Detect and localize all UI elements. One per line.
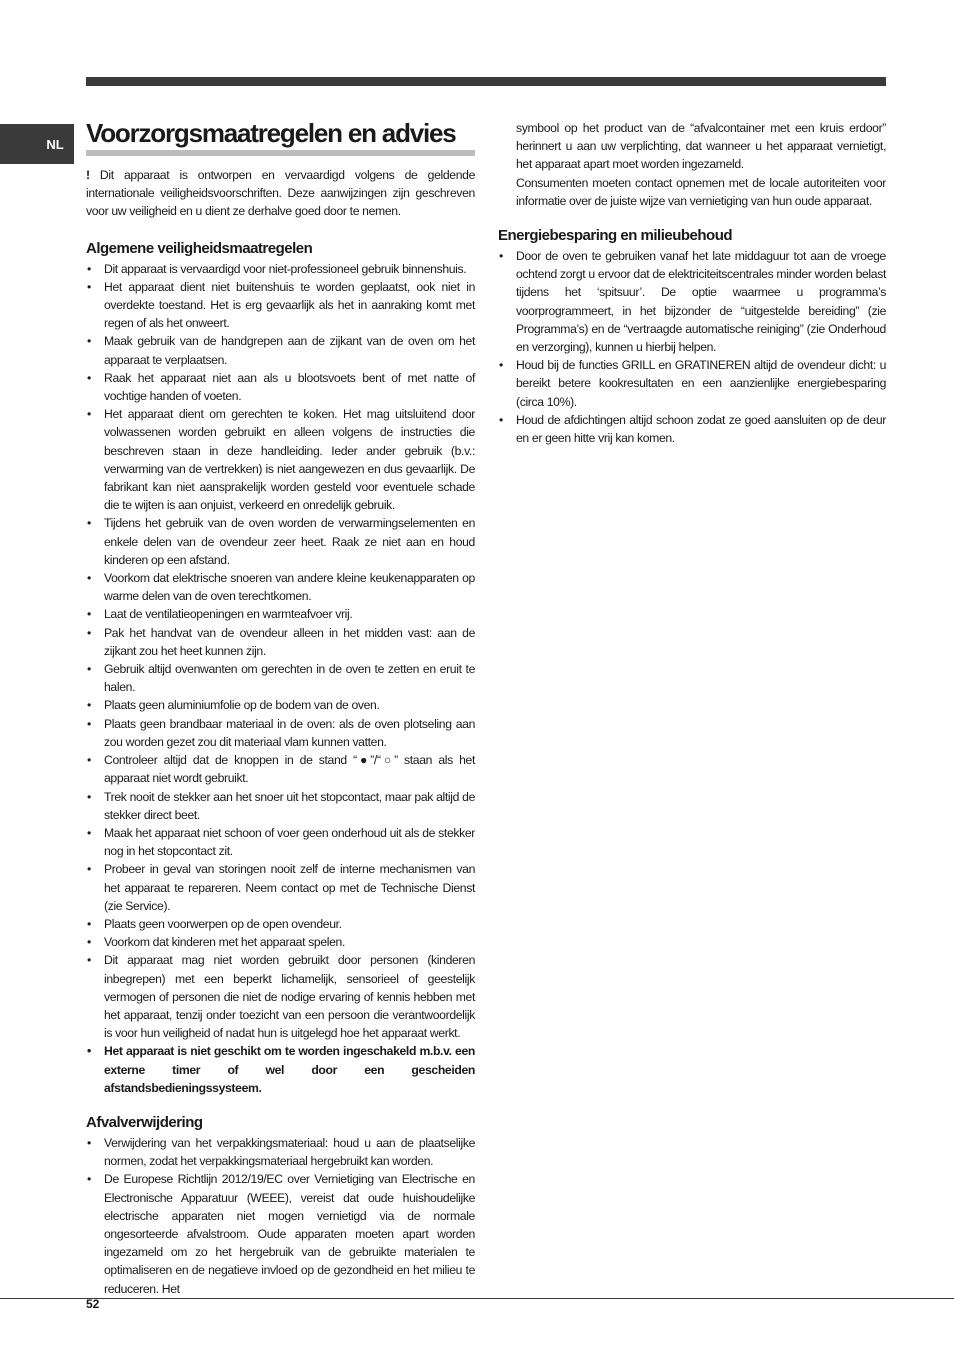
- safety-heading: Algemene veiligheidsmaatregelen: [86, 239, 313, 257]
- list-item-bold: • Het apparaat is niet geschikt om te worden ingeschakeld m.b.v. een externe timer of wel door een gescheiden afstandsbedieningssysteem.: [86, 1042, 475, 1097]
- list-item: • Controleer altijd dat de knoppen in de stand “●”/“○” staan als het apparaat niet wordt gebruikt.: [86, 751, 475, 787]
- list-item: • Tijdens het gebruik van de oven worden de verwarmingselementen en enkele delen van de ovendeur zeer heet. Raak ze niet aan en houd kinderen op een afstand.: [86, 514, 475, 569]
- list-item: • Dit apparaat is vervaardigd voor niet-professioneel gebruik binnenshuis.: [86, 260, 475, 278]
- left-column: [86, 166, 475, 1314]
- page-title: Voorzorgsmaatregelen en advies: [86, 116, 475, 156]
- list-item: • Voorkom dat elektrische snoeren van andere kleine keukenapparaten op warme delen van de oven terechtkomen.: [86, 569, 475, 605]
- header-bar: [86, 77, 886, 86]
- list-item: • Houd de afdichtingen altijd schoon zodat ze goed aansluiten op de deur en er geen hitte vrij kan komen.: [498, 411, 886, 447]
- disposal-heading: Afvalverwijdering: [86, 1113, 203, 1131]
- list-item: • Door de oven te gebruiken vanaf het late middaguur tot aan de vroege ochtend zorgt u ervoor dat de elektriciteitscentrales minder worden belast tijdens het ‘spitsuur’. De optie waarmee u programma’s voorprogrammeert, in het bijzonder de “uitgestelde bereiding” (zie Programma’s) en de “vertraagde automatische reiniging” (zie Onderhoud en verzorging), kunnen u hierbij helpen.: [498, 247, 886, 356]
- list-item: • Voorkom dat kinderen met het apparaat spelen.: [86, 933, 475, 951]
- continuation-text-2: Consumenten moeten contact opnemen met de locale autoriteiten voor informatie over de juiste wijze van vernietiging van hun oude apparaat.: [516, 175, 886, 208]
- list-item: • Dit apparaat mag niet worden gebruikt door personen (kinderen inbegrepen) met een beperkt lichamelijk, sensorieel of geestelijk vermogen of personen die niet de nodige ervaring of kennis hebben met het apparaat, tenzij onder toezicht van een persoon die verantwoordelijk is voor hun veiligheid of nadat hun is uitgelegd hoe het apparaat werkt.: [86, 951, 475, 1042]
- list-item: • Gebruik altijd ovenwanten om gerechten in de oven te zetten en eruit te halen.: [86, 660, 475, 696]
- list-item: • Trek nooit de stekker aan het snoer uit het stopcontact, maar pak altijd de stekker direct beet.: [86, 788, 475, 824]
- list-item: • Plaats geen brandbaar materiaal in de oven: als de oven plotseling aan zou worden gezet zou dit materiaal vlam kunnen vatten.: [86, 715, 475, 751]
- energy-heading: Energiebesparing en milieubehoud: [498, 227, 733, 245]
- list-item: • Houd bij de functies GRILL en GRATINEREN altijd de ovendeur dicht: u bereikt betere kookresultaten en een aanzienlijke energiebesparing (circa 10%).: [498, 356, 886, 411]
- right-column: [498, 119, 886, 463]
- energy-list: [498, 247, 886, 447]
- list-item: • Raak het apparaat niet aan als u blootsvoets bent of met natte of vochtige handen of voeten.: [86, 369, 475, 405]
- list-item: • Verwijdering van het verpakkingsmateriaal: houd u aan de plaatselijke normen, zodat het verpakkingsmateriaal hergebruikt kan worden.: [86, 1134, 475, 1170]
- continuation-text: symbool op het product van de “afvalcontainer met een kruis erdoor” herinnert u aan uw verplichting, dat wanneer u het apparaat vernietigt, het apparaat apart moet worden ingezameld.: [516, 121, 886, 172]
- list-item: • Plaats geen voorwerpen op de open ovendeur.: [86, 915, 475, 933]
- list-item: • Pak het handvat van de ovendeur alleen in het midden vast: aan de zijkant zou het heet kunnen zijn.: [86, 624, 475, 660]
- list-item: • Maak gebruik van de handgrepen aan de zijkant van de oven om het apparaat te verplaatsen.: [86, 332, 475, 368]
- list-item: • Probeer in geval van storingen nooit zelf de interne mechanismen van het apparaat te repareren. Neem contact op met de Technische Dienst (zie Service).: [86, 860, 475, 915]
- language-tab: [0, 124, 74, 164]
- disposal-list: [86, 1134, 475, 1298]
- warning-mark: !: [86, 168, 90, 182]
- intro-text: Dit apparaat is ontworpen en vervaardigd volgens de geldende internationale veiligheidsvoorschriften. Deze aanwijzingen zijn geschreven voor uw veiligheid en u dient ze derhalve goed door te nemen.: [86, 168, 475, 219]
- page-number: 52: [86, 1297, 100, 1311]
- safety-list: [86, 260, 475, 1097]
- list-item: • Het apparaat dient om gerechten te koken. Het mag uitsluitend door volwassenen worden gebruikt en alleen volgens de instructies die beschreven staan in deze handleiding. Ieder ander gebruik (b.v.: verwarming van de vertrekken) is niet aangewezen en dus gevaarlijk. De fabrikant kan niet aansprakelijk worden gesteld voor eventuele schade die te wijten is aan onjuist, verkeerd en onredelijk gebruik.: [86, 405, 475, 514]
- list-item: • Maak het apparaat niet schoon of voer geen onderhoud uit als de stekker nog in het stopcontact zit.: [86, 824, 475, 860]
- intro-paragraph: [86, 166, 475, 221]
- list-item: • Laat de ventilatieopeningen en warmteafvoer vrij.: [86, 605, 475, 623]
- list-item: • Plaats geen aluminiumfolie op de bodem van de oven.: [86, 696, 475, 714]
- list-item: • Het apparaat dient niet buitenshuis te worden geplaatst, ook niet in overdekte toestand. Het is erg gevaarlijk als het in aanraking komt met regen of als het onweert.: [86, 278, 475, 333]
- language-label: NL: [46, 136, 64, 152]
- disposal-continuation: [498, 119, 886, 210]
- list-item: • De Europese Richtlijn 2012/19/EC over Vernietiging van Electrische en Electronische Apparatuur (WEEE), vereist dat oude huishoudelijke electrische apparaten niet mogen vernietigd via de normale ongesorteerde afvalstroom. Oude apparaten moeten apart worden ingezameld om zo het hergebruik van de gebruikte materialen te optimaliseren en de negatieve invloed op de gezondheid en het milieu te reduceren. Het: [86, 1170, 475, 1297]
- footer-rule: [0, 1298, 954, 1299]
